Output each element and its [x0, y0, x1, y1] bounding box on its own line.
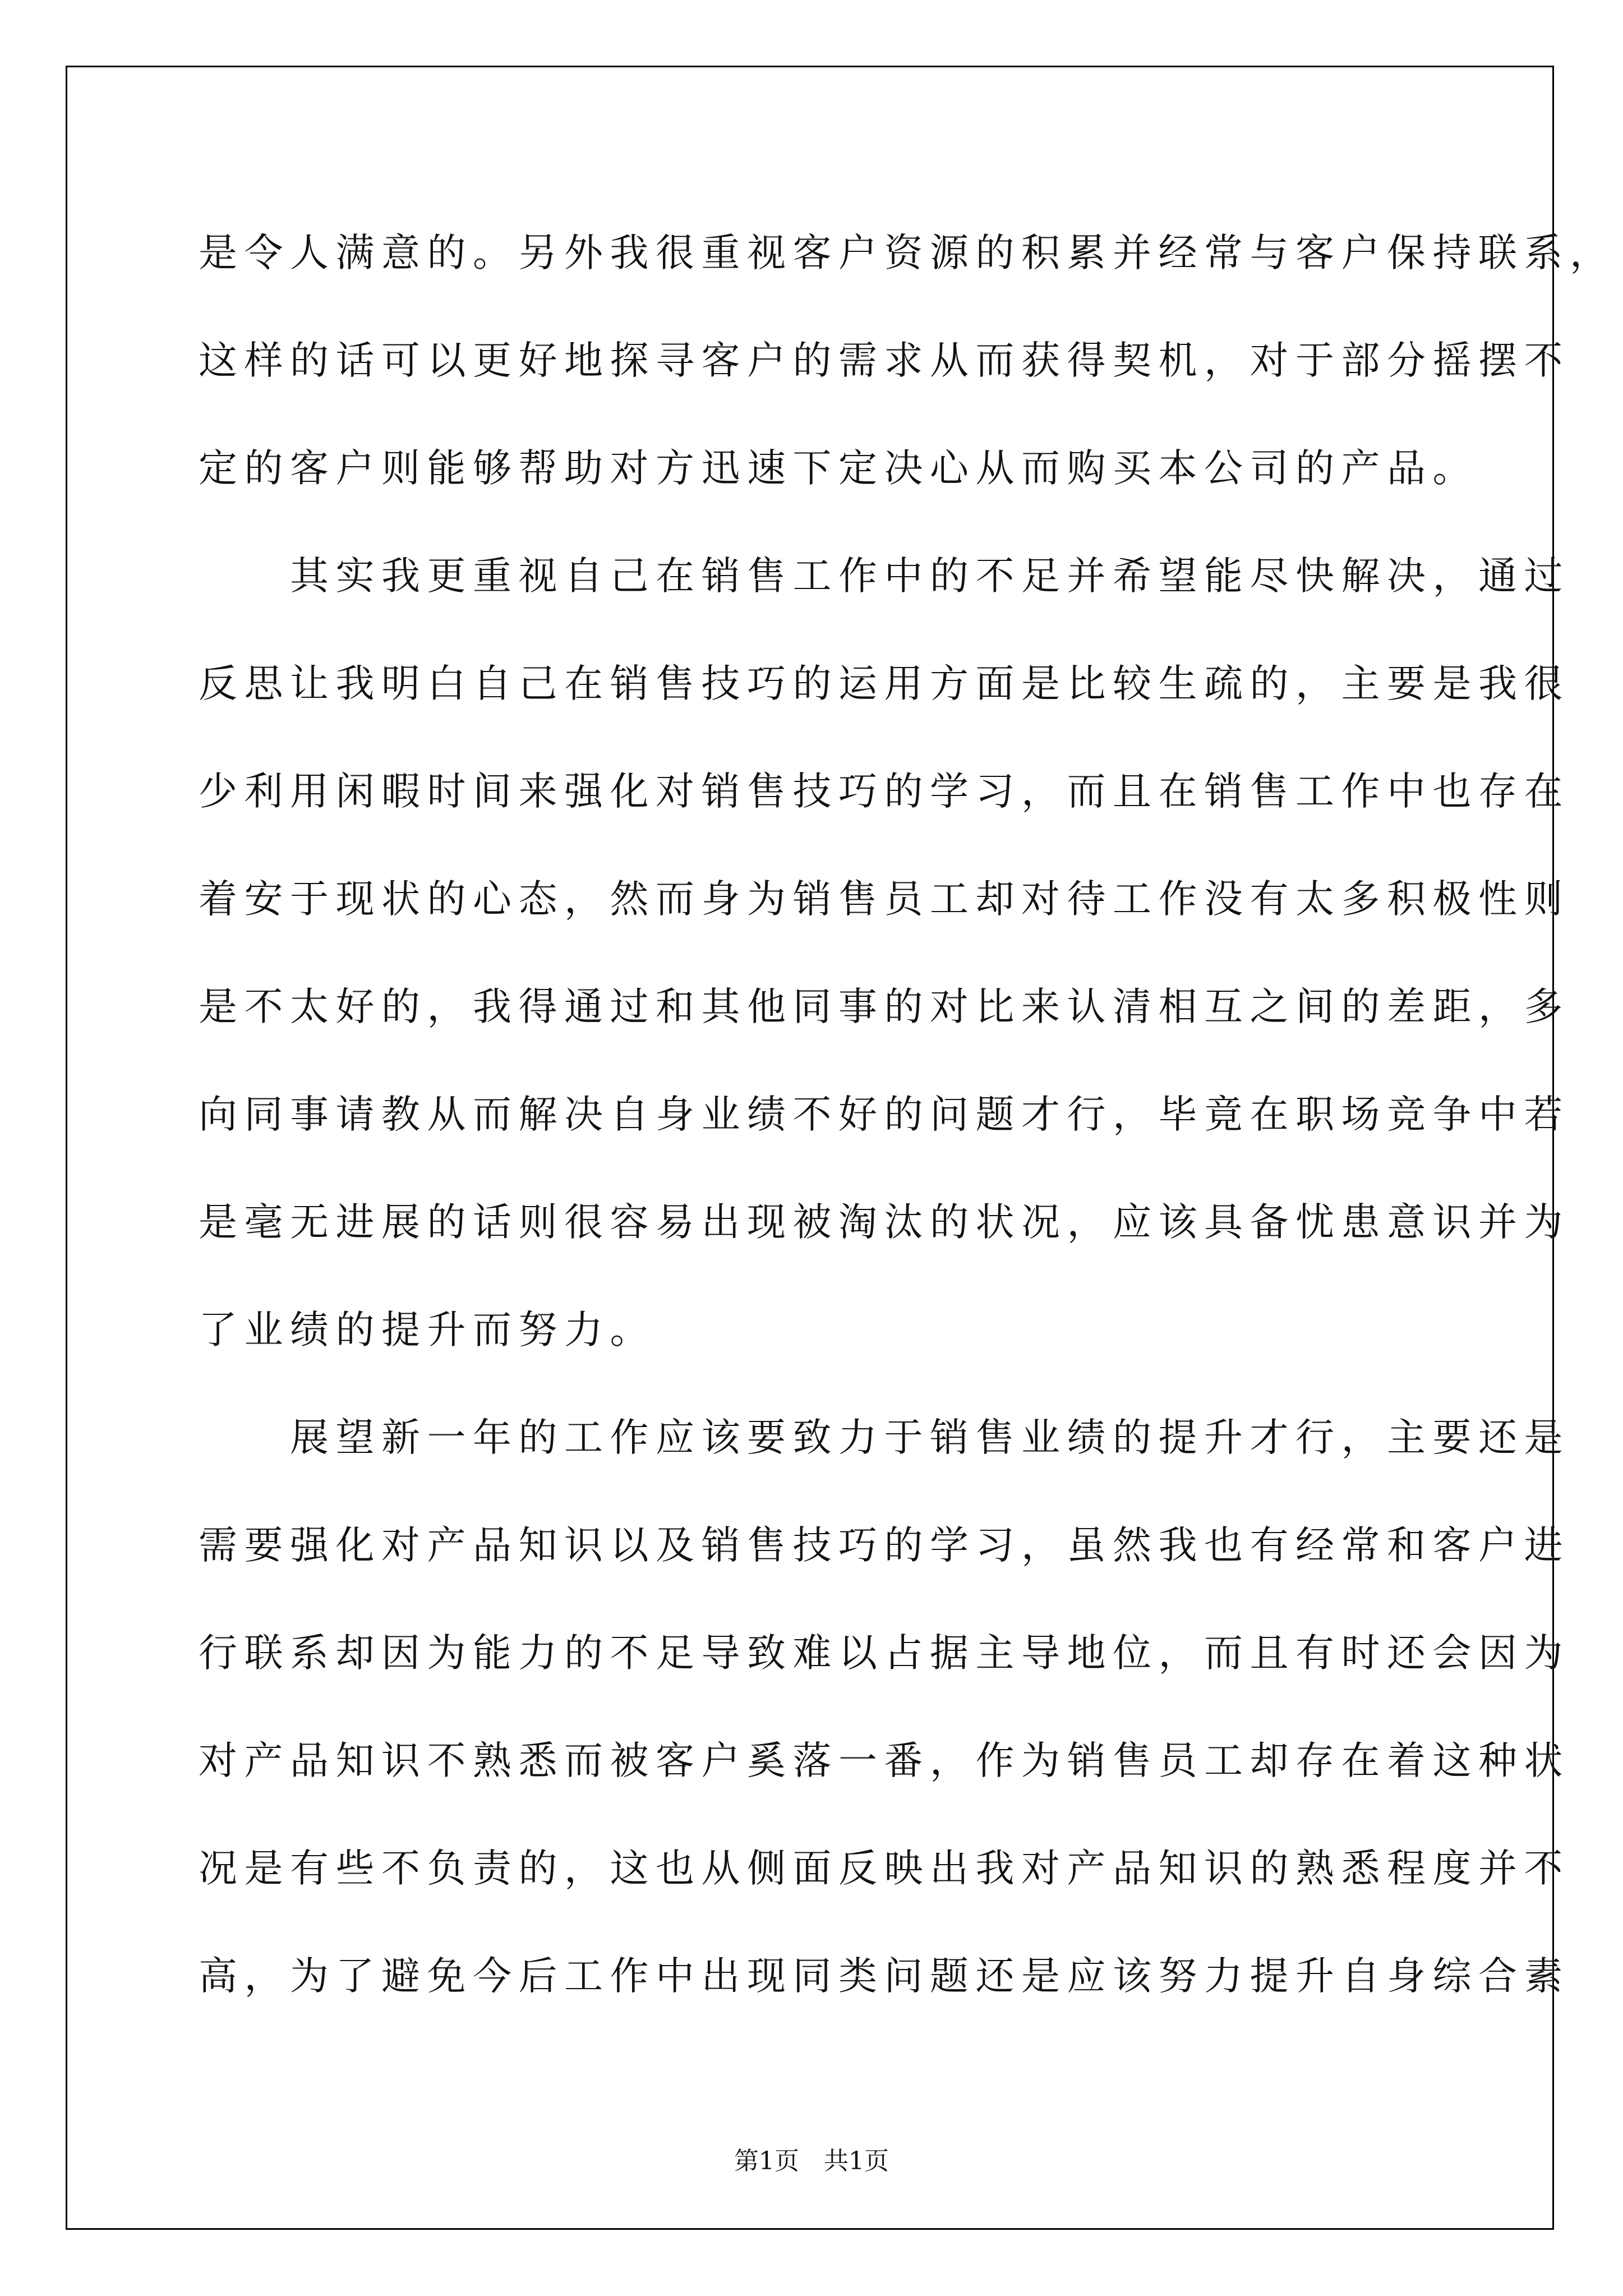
- text-line: 了业绩的提升而努力。: [199, 1308, 656, 1352]
- page-footer: 第1页 共1页: [734, 2147, 889, 2175]
- text-line: 行联系却因为能力的不足导致难以占据主导地位，而且有时还会因为: [199, 1631, 1570, 1676]
- text-line: 对产品知识不熟悉而被客户奚落一番，作为销售员工却存在着这种状: [199, 1738, 1570, 1783]
- text-line: 是令人满意的。另外我很重视客户资源的积累并经常与客户保持联系，: [199, 231, 1616, 275]
- page-border: [66, 66, 1616, 2230]
- text-line: 况是有些不负责的，这也从侧面反映出我对产品知识的熟悉程度并不: [199, 1846, 1570, 1891]
- text-line: 向同事请教从而解决自身业绩不好的问题才行，毕竟在职场竞争中若: [199, 1092, 1570, 1137]
- text-line: 反思让我明白自己在销售技巧的运用方面是比较生疏的，主要是我很: [199, 661, 1570, 706]
- text-line: 着安于现状的心态，然而身为销售员工却对待工作没有太多积极性则: [199, 877, 1570, 922]
- text-line: 这样的话可以更好地探寻客户的需求从而获得契机，对于部分摇摆不: [199, 338, 1570, 383]
- text-line: 是不太好的，我得通过和其他同事的对比来认清相互之间的差距，多: [199, 984, 1570, 1029]
- text-line: 展望新一年的工作应该要致力于销售业绩的提升才行，主要还是: [199, 1415, 1570, 1460]
- text-line: 其实我更重视自己在销售工作中的不足并希望能尽快解决，通过: [199, 554, 1570, 599]
- text-line: 少利用闲暇时间来强化对销售技巧的学习，而且在销售工作中也存在: [199, 769, 1570, 814]
- text-line: 高，为了避免今后工作中出现同类问题还是应该努力提升自身综合素: [199, 1954, 1570, 1999]
- text-line: 定的客户则能够帮助对方迅速下定决心从而购买本公司的产品。: [199, 446, 1478, 491]
- text-line: 是毫无进展的话则很容易出现被淘汰的状况，应该具备忧患意识并为: [199, 1200, 1570, 1245]
- text-line: 需要强化对产品知识以及销售技巧的学习，虽然我也有经常和客户进: [199, 1523, 1570, 1568]
